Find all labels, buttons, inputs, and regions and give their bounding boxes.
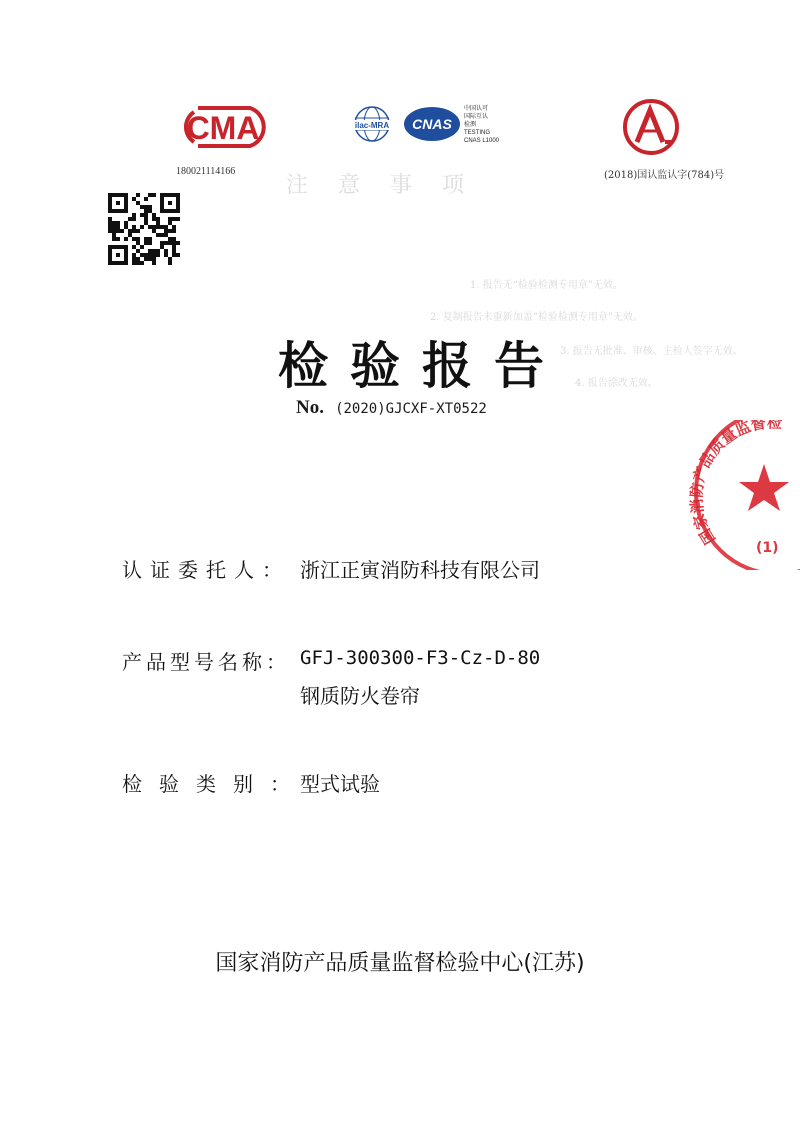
product-name: 钢质防火卷帘 <box>300 684 420 708</box>
stamp-star-icon <box>739 464 789 511</box>
cnas-detail-line-3: 检测 <box>464 122 477 128</box>
cma-logo-text: CMA <box>186 110 260 146</box>
test-type-value: 型式试验 <box>300 772 380 796</box>
ilac-text: ilac-MRA <box>354 121 390 130</box>
cnas-detail-line-5: CNAS L1000 <box>464 138 500 144</box>
notice-faint-title: 注意事项 <box>286 173 495 198</box>
client-value: 浙江正寅消防科技有限公司 <box>300 558 540 582</box>
report-number-value: (2020)GJCXF-XT0522 <box>335 401 487 417</box>
notice-faint-line-3: 3. 报告无批准、审核、主检人签字无效。 <box>560 346 743 357</box>
cnas-detail-line-2: 国际互认 <box>464 114 489 120</box>
notice-faint-line-2: 2. 复制报告未重新加盖“检验检测专用章”无效。 <box>430 312 643 323</box>
official-stamp <box>686 420 800 574</box>
ilac-cnas-logo <box>350 104 510 154</box>
stamp-text: 国家消防产品质量监督检 <box>687 420 783 548</box>
product-label: 产品型号名称： <box>122 650 290 674</box>
notice-faint-line-4: 4. 报告涂改无效。 <box>575 378 658 389</box>
cal-number: (2018)国认监认字(784)号 <box>604 170 725 181</box>
qr-code <box>108 193 180 269</box>
report-number-label: No. <box>296 397 324 418</box>
notice-faint-line-1: 1. 报告无“检验检测专用章”无效。 <box>470 280 623 291</box>
report-title: 检验报告 <box>278 337 566 395</box>
client-label: 认证委托人： <box>122 558 290 582</box>
cal-logo <box>617 98 685 160</box>
cma-number: 180021114166 <box>176 166 236 177</box>
issuing-organization: 国家消防产品质量监督检验中心(江苏) <box>215 951 585 976</box>
stamp-suffix: (1) <box>756 540 779 556</box>
cma-logo <box>176 104 266 154</box>
report-number <box>296 397 487 419</box>
cnas-detail-line-4: TESTING <box>464 130 491 136</box>
product-model: GFJ-300300-F3-Cz-D-80 <box>300 647 541 669</box>
cnas-icon <box>404 107 460 141</box>
test-type-label: 检验类别： <box>122 772 307 796</box>
cnas-detail-line-1: 中国认可 <box>464 106 489 112</box>
cnas-text: CNAS <box>412 116 452 132</box>
